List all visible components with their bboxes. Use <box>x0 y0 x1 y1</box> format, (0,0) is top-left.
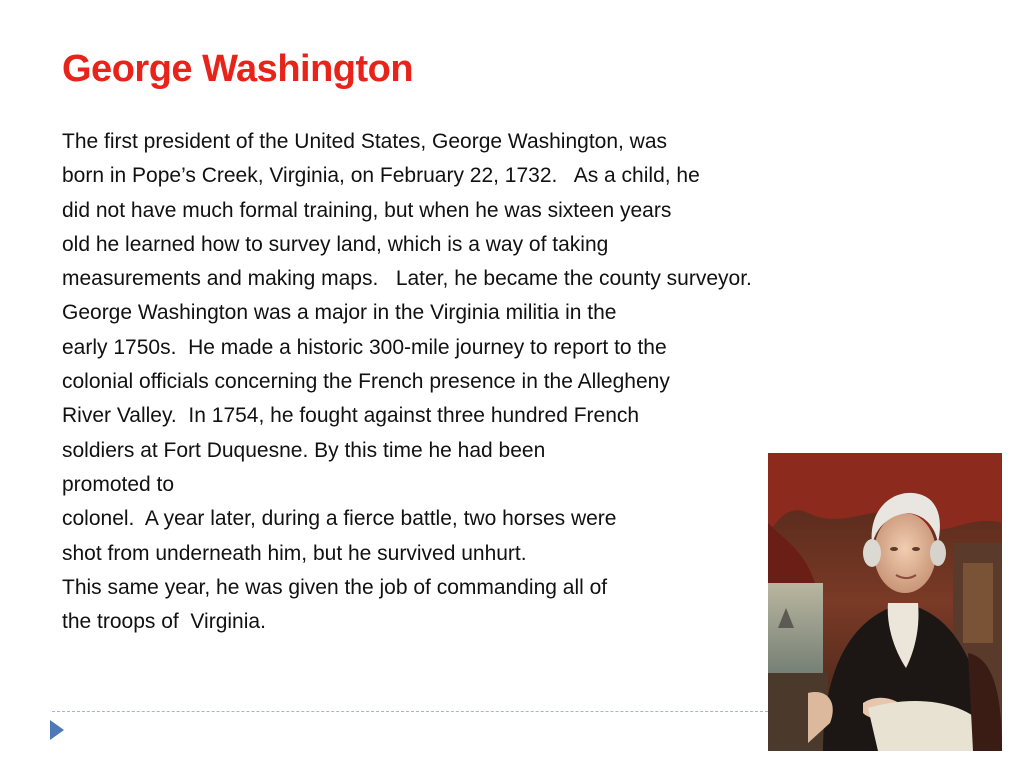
body-line: promoted to <box>62 472 175 496</box>
play-triangle-icon[interactable] <box>50 720 64 740</box>
body-line: old he learned how to survey land, which is a way of taking <box>62 232 609 256</box>
body-line: shot from underneath him, but he survived unhurt. <box>62 541 527 565</box>
body-line: soldiers at Fort Duquesne. By this time he had been <box>62 438 546 462</box>
footer-divider <box>52 711 768 712</box>
body-line: did not have much formal training, but when he was sixteen years <box>62 198 672 222</box>
washington-portrait-image <box>768 453 1002 751</box>
body-line: The first president of the United States, George Washington, was <box>62 130 668 153</box>
body-line: River Valley. In 1754, he fought against three hundred French <box>62 404 640 428</box>
body-line: This same year, he was given the job of commanding all of <box>62 575 608 599</box>
body-line: colonial officials concerning the French presence in the Allegheny <box>62 370 670 394</box>
slide-title: George Washington <box>62 48 414 90</box>
body-line: early 1750s. He made a historic 300-mile journey to report to the <box>62 335 667 359</box>
body-line: born in Pope’s Creek, Virginia, on February 22, 1732. As a child, he <box>62 164 700 188</box>
body-line: colonel. A year later, during a fierce battle, two horses were <box>62 507 617 531</box>
body-line: George Washington was a major in the Virginia militia in the <box>62 301 617 325</box>
body-line: the troops of Virginia. <box>62 610 266 634</box>
body-line: measurements and making maps. Later, he became the county surveyor. <box>62 267 752 291</box>
